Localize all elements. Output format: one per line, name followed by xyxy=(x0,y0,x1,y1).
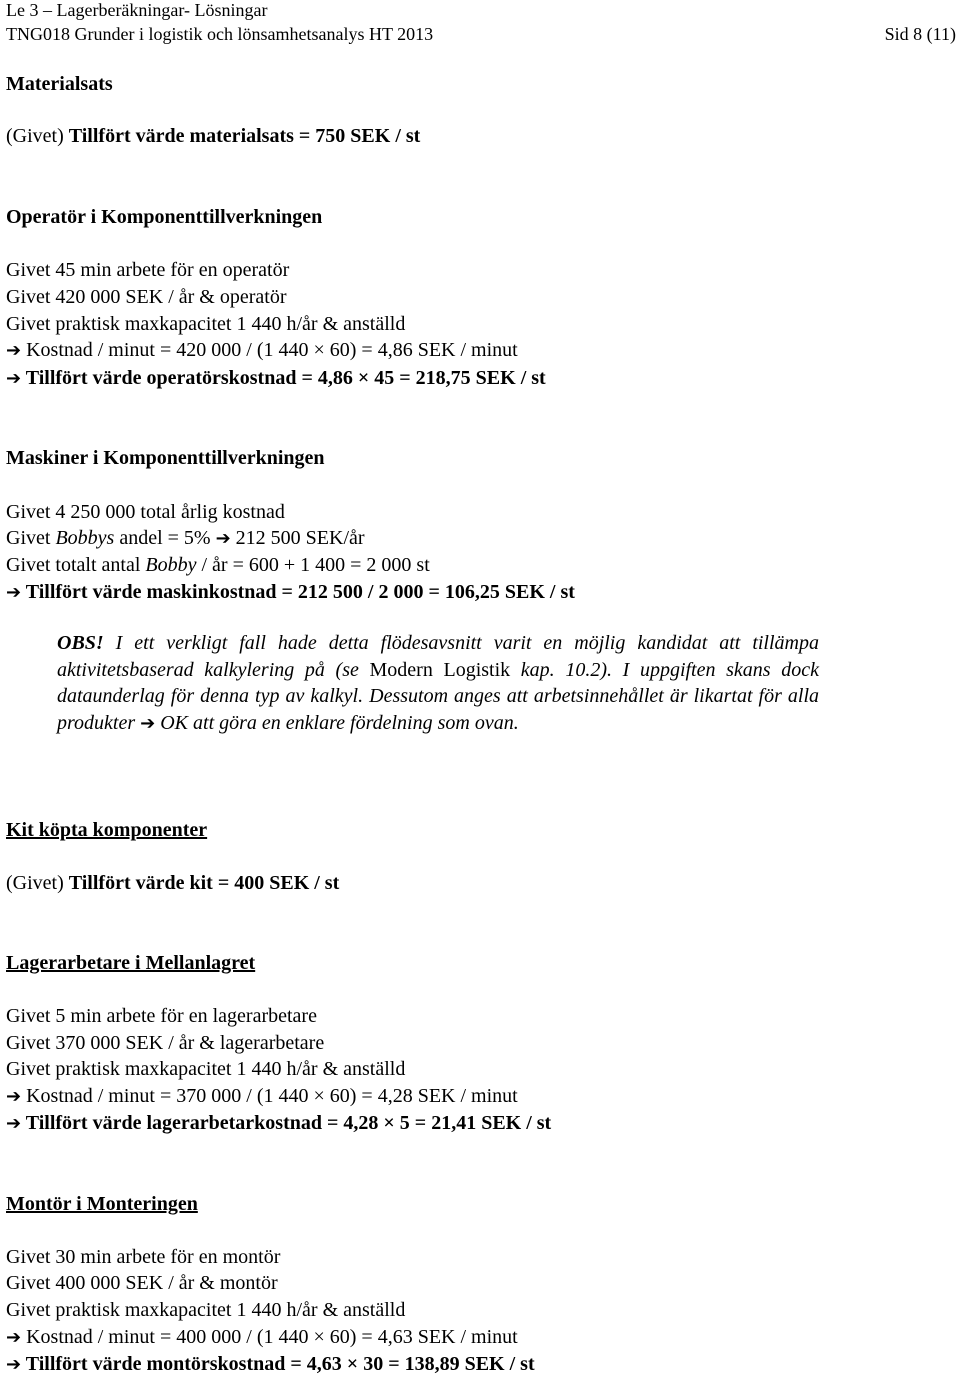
lager-added-value: ➔ Tillfört värde lagerarbetarkostnad = 4,28 × 5 = 21,41 SEK / st xyxy=(6,1112,552,1134)
given-prefix: (Givet) xyxy=(6,125,69,147)
arrow-right-icon: ➔ xyxy=(215,528,231,549)
lager-line-2: Givet 370 000 SEK / år & lagerarbetare xyxy=(6,1032,325,1054)
times-icon: × xyxy=(357,367,370,389)
arrow-right-icon: ➔ xyxy=(6,582,22,603)
arrow-right-icon: ➔ xyxy=(6,1327,22,1348)
section-title-montor: Montör i Monteringen xyxy=(6,1193,198,1215)
maskiner-line-2: Givet Bobbys andel = 5% ➔ 212 500 SEK/år xyxy=(6,527,365,549)
montor-line-1: Givet 30 min arbete för en montör xyxy=(6,1246,281,1268)
times-icon: × xyxy=(383,1112,395,1134)
times-icon: × xyxy=(313,339,325,361)
section-title-materialsats: Materialsats xyxy=(6,73,113,95)
operator-line-3: Givet praktisk maxkapacitet 1 440 h/år & anställd xyxy=(6,313,406,335)
lager-line-1: Givet 5 min arbete för en lagerarbetare xyxy=(6,1005,317,1027)
operator-line-2: Givet 420 000 SEK / år & operatör xyxy=(6,286,287,308)
operator-cost-per-minute: ➔ Kostnad / minut = 420 000 / (1 440 × 60) = 4,86 SEK / minut xyxy=(6,339,518,361)
given-prefix: (Givet) xyxy=(6,872,69,894)
arrow-right-icon: ➔ xyxy=(6,1086,22,1107)
section-title-kit: Kit köpta komponenter xyxy=(6,819,208,841)
obs-label: OBS! xyxy=(57,632,104,654)
materialsats-value-line xyxy=(6,124,420,148)
section-title-operator: Operatör i Komponenttillverkningen xyxy=(6,206,323,228)
arrow-right-icon: ➔ xyxy=(6,1354,22,1375)
times-icon: × xyxy=(313,1085,325,1107)
montor-line-3: Givet praktisk maxkapacitet 1 440 h/år & anställd xyxy=(6,1299,406,1321)
kit-value-line xyxy=(6,871,339,895)
operator-added-value: ➔ Tillfört värde operatörskostnad = 4,86 × 45 = 218,75 SEK / st xyxy=(6,367,546,389)
obs-note: OBS! I ett verkligt fall hade detta flödesavsnitt varit en möjlig kandidat att tillämpa aktivitetsbaserad kalkylering på (se Modern Logistik kap. 10.2). I uppgiften skans dock dataunderlag för denna typ av kalkyl. Dessutom anges att arbetsinnehållet är likartat för alla produkter ➔ OK att göra en enklare fördelning som ovan. xyxy=(57,632,819,734)
montor-line-2: Givet 400 000 SEK / år & montör xyxy=(6,1272,278,1294)
montor-cost-per-minute: ➔ Kostnad / minut = 400 000 / (1 440 × 60) = 4,63 SEK / minut xyxy=(6,1326,518,1348)
times-icon: × xyxy=(346,1353,359,1375)
header-course-line: Le 3 – Lagerberäkningar- Lösningar xyxy=(6,0,268,20)
arrow-right-icon: ➔ xyxy=(6,340,22,361)
montor-added-value: ➔ Tillfört värde montörskostnad = 4,63 × 30 = 138,89 SEK / st xyxy=(6,1353,535,1375)
arrow-right-icon: ➔ xyxy=(140,712,156,734)
header-subject-line: TNG018 Grunder i logistik och lönsamhetsanalys HT 2013 xyxy=(6,24,434,44)
materialsats-value: Tillfört värde materialsats = 750 SEK / st xyxy=(68,125,421,147)
maskiner-line-3: Givet totalt antal Bobby / år = 600 + 1 400 = 2 000 st xyxy=(6,554,430,576)
operator-line-1: Givet 45 min arbete för en operatör xyxy=(6,259,290,281)
page-number: Sid 8 (11) xyxy=(884,24,956,44)
section-title-maskiner: Maskiner i Komponenttillverkningen xyxy=(6,447,325,469)
lager-line-3: Givet praktisk maxkapacitet 1 440 h/år & anställd xyxy=(6,1058,406,1080)
arrow-right-icon: ➔ xyxy=(6,368,22,389)
arrow-right-icon: ➔ xyxy=(6,1113,22,1134)
lager-cost-per-minute: ➔ Kostnad / minut = 370 000 / (1 440 × 60) = 4,28 SEK / minut xyxy=(6,1085,518,1107)
maskiner-added-value: ➔ Tillfört värde maskinkostnad = 212 500 / 2 000 = 106,25 SEK / st xyxy=(6,581,575,603)
maskiner-line-1: Givet 4 250 000 total årlig kostnad xyxy=(6,501,285,523)
section-title-lager: Lagerarbetare i Mellanlagret xyxy=(6,952,256,974)
kit-value: Tillfört värde kit = 400 SEK / st xyxy=(68,872,340,894)
times-icon: × xyxy=(313,1326,325,1348)
